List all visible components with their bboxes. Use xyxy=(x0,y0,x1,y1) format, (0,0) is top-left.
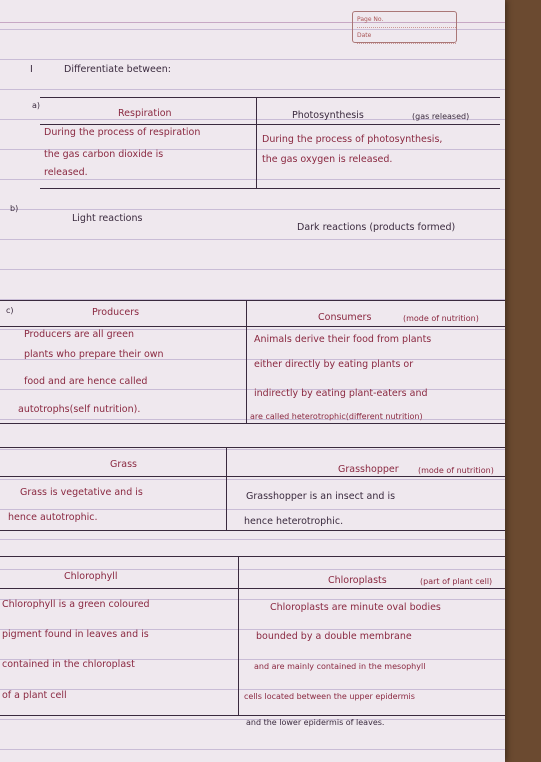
chlorophyll-line-2: pigment found in leaves and is xyxy=(2,629,149,640)
chloroplasts-line-3: and are mainly contained in the mesophyll xyxy=(254,662,426,671)
grasshopper-title: Grasshopper xyxy=(338,464,399,475)
producers-line-2: plants who prepare their own xyxy=(24,349,164,360)
consumers-note: (mode of nutrition) xyxy=(403,314,479,323)
chloroplasts-line-2: bounded by a double membrane xyxy=(256,631,412,642)
consumers-line-3: indirectly by eating plant-eaters and xyxy=(254,388,428,399)
chlorophyll-line-1: Chlorophyll is a green coloured xyxy=(2,599,150,610)
consumers-line-1: Animals derive their food from plants xyxy=(254,334,432,345)
table-c-header-rule xyxy=(0,326,505,327)
respiration-line-1: During the process of respiration xyxy=(44,127,201,138)
date-label: Date xyxy=(357,28,456,44)
grass-title: Grass xyxy=(110,459,137,470)
grasshopper-line-1: Grasshopper is an insect and is xyxy=(246,491,396,502)
chlorophyll-line-4: of a plant cell xyxy=(2,690,67,701)
section-number: I xyxy=(30,64,33,75)
page-no-label: Page No. xyxy=(357,12,456,28)
page-date-stamp xyxy=(352,11,457,43)
respiration-line-3: released. xyxy=(44,167,88,178)
consumers-title: Consumers xyxy=(318,312,372,323)
grasshopper-note: (mode of nutrition) xyxy=(418,466,494,475)
table-c-divider xyxy=(246,300,247,424)
chlorophyll-line-3: contained in the chloroplast xyxy=(2,659,135,670)
grass-line-2: hence autotrophic. xyxy=(8,512,98,523)
photosynthesis-line-1: During the process of photosynthesis, xyxy=(262,134,443,145)
respiration-line-2: the gas carbon dioxide is xyxy=(44,149,164,160)
table-a-divider xyxy=(256,97,257,189)
item-b-label: b) xyxy=(10,204,19,213)
chlorophyll-title: Chlorophyll xyxy=(64,571,118,582)
photosynthesis-note: (gas released) xyxy=(412,112,470,121)
consumers-line-4: are called heterotrophic(different nutrition) xyxy=(250,412,423,421)
dark-reactions-title: Dark reactions (products formed) xyxy=(297,222,456,233)
chloroplasts-note: (part of plant cell) xyxy=(420,577,493,586)
chloroplasts-line-5: and the lower epidermis of leaves. xyxy=(246,718,385,727)
consumers-line-2: either directly by eating plants or xyxy=(254,359,414,370)
light-reactions-title: Light reactions xyxy=(72,213,143,224)
table-e-header-rule xyxy=(0,588,505,589)
grass-line-1: Grass is vegetative and is xyxy=(20,487,143,498)
chloroplasts-line-4: cells located between the upper epidermis xyxy=(244,692,415,701)
item-a-label: a) xyxy=(32,101,41,110)
grasshopper-line-2: hence heterotrophic. xyxy=(244,516,344,527)
table-d-header-rule xyxy=(0,476,505,477)
page-heading: Differentiate between: xyxy=(64,64,171,75)
chloroplasts-line-1: Chloroplasts are minute oval bodies xyxy=(270,602,441,613)
item-c-label: c) xyxy=(6,306,14,315)
chloroplasts-title: Chloroplasts xyxy=(328,575,387,586)
producers-line-4: autotrophs(self nutrition). xyxy=(18,404,141,415)
table-e-divider xyxy=(238,556,239,716)
photosynthesis-title: Photosynthesis xyxy=(292,110,364,121)
table-a-header-rule xyxy=(40,124,500,125)
producers-title: Producers xyxy=(92,307,140,318)
producers-line-1: Producers are all green xyxy=(24,329,135,340)
photosynthesis-line-2: the gas oxygen is released. xyxy=(262,154,393,165)
table-d-divider xyxy=(226,447,227,531)
respiration-title: Respiration xyxy=(118,108,172,119)
producers-line-3: food and are hence called xyxy=(24,376,148,387)
